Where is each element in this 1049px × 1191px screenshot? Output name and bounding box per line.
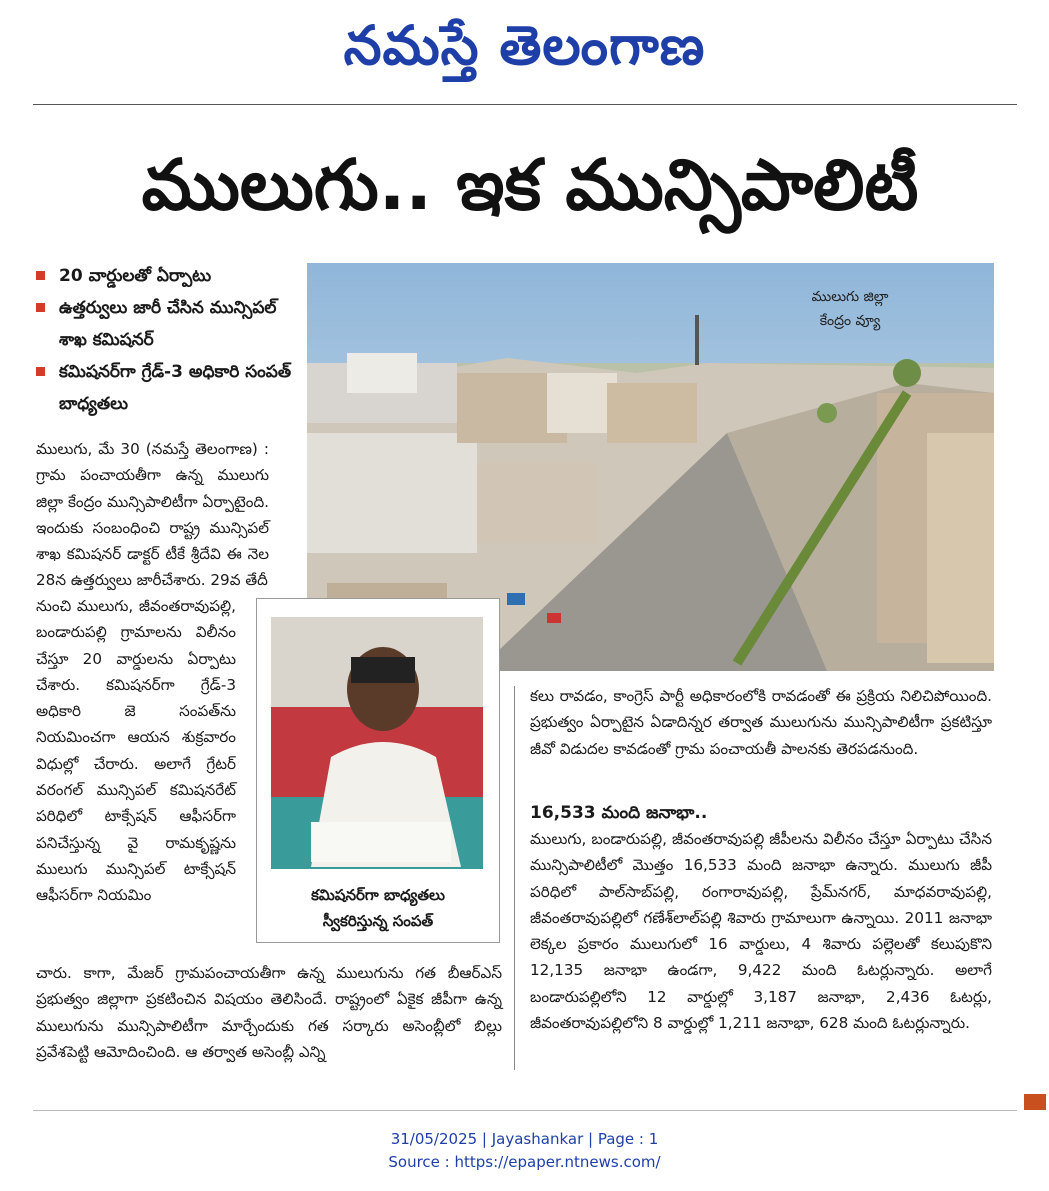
population-subhead: 16,533 మంది జనాభా.. bbox=[530, 803, 708, 823]
body-column-right-2: ములుగు, బండారుపల్లి, జీవంతరావుపల్లి జీపీలను విలీనం చేస్తూ ఏర్పాటు చేసిన మున్సిపాలిటీలో మొత్తం 16,533 మంది జనాభా ఉన్నారు. ములుగు జీపీ పరిధిలో పాల్‌సాబ్‌పల్లి, రంగారావుపల్లి, ప్రేమ్‌నగర్, మాధవరావుపల్లి, జీవంతరావుపల్లిలో గణేశ్‌లాల్‌పల్లి శివారు గ్రామాలుగా ఉన్నాయి. 2011 జనాభా లెక్కల ప్రకారం ములుగులో 16 వార్డులు, 4 శివారు పల్లెలతో కలుపుకొని 12,135 జనాభా ఉండగా, 9,422 మంది ఓటర్లున్నారు. అలాగే బండారుపల్లిలోని 12 వార్డుల్లో 3,187 జనాభా, 2,436 ఓటర్లు, జీవంతరావుపల్లిలోని 8 వార్డుల్లో 1,211 జనాభా, 628 మంది ఓటర్లున్నారు. bbox=[530, 830, 992, 1033]
highlight-bullets bbox=[36, 260, 298, 420]
bullet-square-icon bbox=[36, 367, 45, 376]
body-column-1: ములుగు, మే 30 (నమస్తే తెలంగాణ) : గ్రామ పంచాయతీగా ఉన్న ములుగు జిల్లా కేంద్రం మున్సిపాలిటీగా ఏర్పాటైంది. ఇందుకు సంబంధించి రాష్ట్ర మున్సిపల్ శాఖ కమిషనర్ డాక్టర్ టీకే శ్రీదేవి ఈ నెల 28న ఉత్తర్వులు జారీచేశారు. 29వ తేదీ bbox=[36, 440, 269, 590]
footer-source-line: Source : https://epaper.ntnews.com/ bbox=[388, 1153, 661, 1171]
body-column-wide: చారు. కాగా, మేజర్ గ్రామపంచాయతీగా ఉన్న ములుగును గత బీఆర్ఎస్ ప్రభుత్వం జిల్లాగా ప్రకటించిన విషయం తెలిసిందే. రాష్ట్రంలో ఏకైక జీపీగా ఉన్న ములుగును మున్సిపాలిటీగా మార్చేందుకు గత సర్కారు అసెంబ్లీలో బిల్లు ప్రవేశపెట్టి ఆమోదించింది. ఆ తర్వాత అసెంబ్లీ ఎన్ని bbox=[36, 964, 502, 1061]
bottom-rule bbox=[33, 1110, 1017, 1111]
commissioner-photo-caption: కమిషనర్‌గా బాధ్యతలు స్వీకరిస్తున్న సంపత్ bbox=[311, 886, 445, 930]
top-rule bbox=[33, 104, 1017, 105]
commissioner-photo bbox=[271, 617, 483, 869]
bullet-item: కమిషనర్‌గా గ్రేడ్-3 అధికారి సంపత్ బాధ్యతలు bbox=[36, 356, 298, 420]
body-column-1b: నుంచి ములుగు, జీవంతరావుపల్లి, బండారుపల్లి గ్రామాలను విలీనం చేస్తూ 20 వార్డులను ఏర్పాటు చేశారు. కమిషనర్‌గా గ్రేడ్-3 అధికారి జె సంపత్‌ను నియమించగా ఆయన శుక్రవారం విధుల్లో చేరారు. అలాగే గ్రేటర్ వరంగల్ మున్సిపల్ కమిషనరేట్ పరిధిలో టాక్సేషన్ ఆఫీసర్‌గా పనిచేస్తున్న వై రామకృష్ణను ములుగు మున్సిపల్ టాక్సేషన్ ఆఫీసర్‌గా నియమిం bbox=[36, 597, 236, 905]
page-footer bbox=[0, 1128, 1049, 1174]
body-column-right: కలు రావడం, కాంగ్రెస్ పార్టీ అధికారంలోకి రావడంతో ఈ ప్రక్రియ నిలిచిపోయింది. ప్రభుత్వం ఏర్పాటైన ఏడాదిన్నర తర్వాత ములుగును మున్సిపాలిటీగా ప్రకటిస్తూ జీవో విడుదల కావడంతో గ్రామ పంచాయతీ పాలనకు తెరపడనుంది. bbox=[530, 687, 992, 758]
photo-caption: ములుగు జిల్లా కేంద్రం వ్యూ bbox=[811, 289, 889, 329]
edge-marker-icon bbox=[1024, 1094, 1046, 1110]
bullet-square-icon bbox=[36, 271, 45, 280]
headline: ములుగు.. ఇక మున్సిపాలిటీ bbox=[141, 144, 919, 226]
footer-date-line: 31/05/2025 | Jayashankar | Page : 1 bbox=[390, 1130, 659, 1148]
column-divider bbox=[514, 686, 515, 1070]
bullet-square-icon bbox=[36, 303, 45, 312]
bullet-item: ఉత్తర్వులు జారీ చేసిన మున్సిపల్ శాఖ కమిషనర్ bbox=[36, 292, 298, 356]
newspaper-masthead: నమస్తే తెలంగాణ bbox=[343, 14, 706, 77]
commissioner-photo-box bbox=[256, 598, 500, 943]
bullet-item: 20 వార్డులతో ఏర్పాటు bbox=[36, 260, 298, 292]
